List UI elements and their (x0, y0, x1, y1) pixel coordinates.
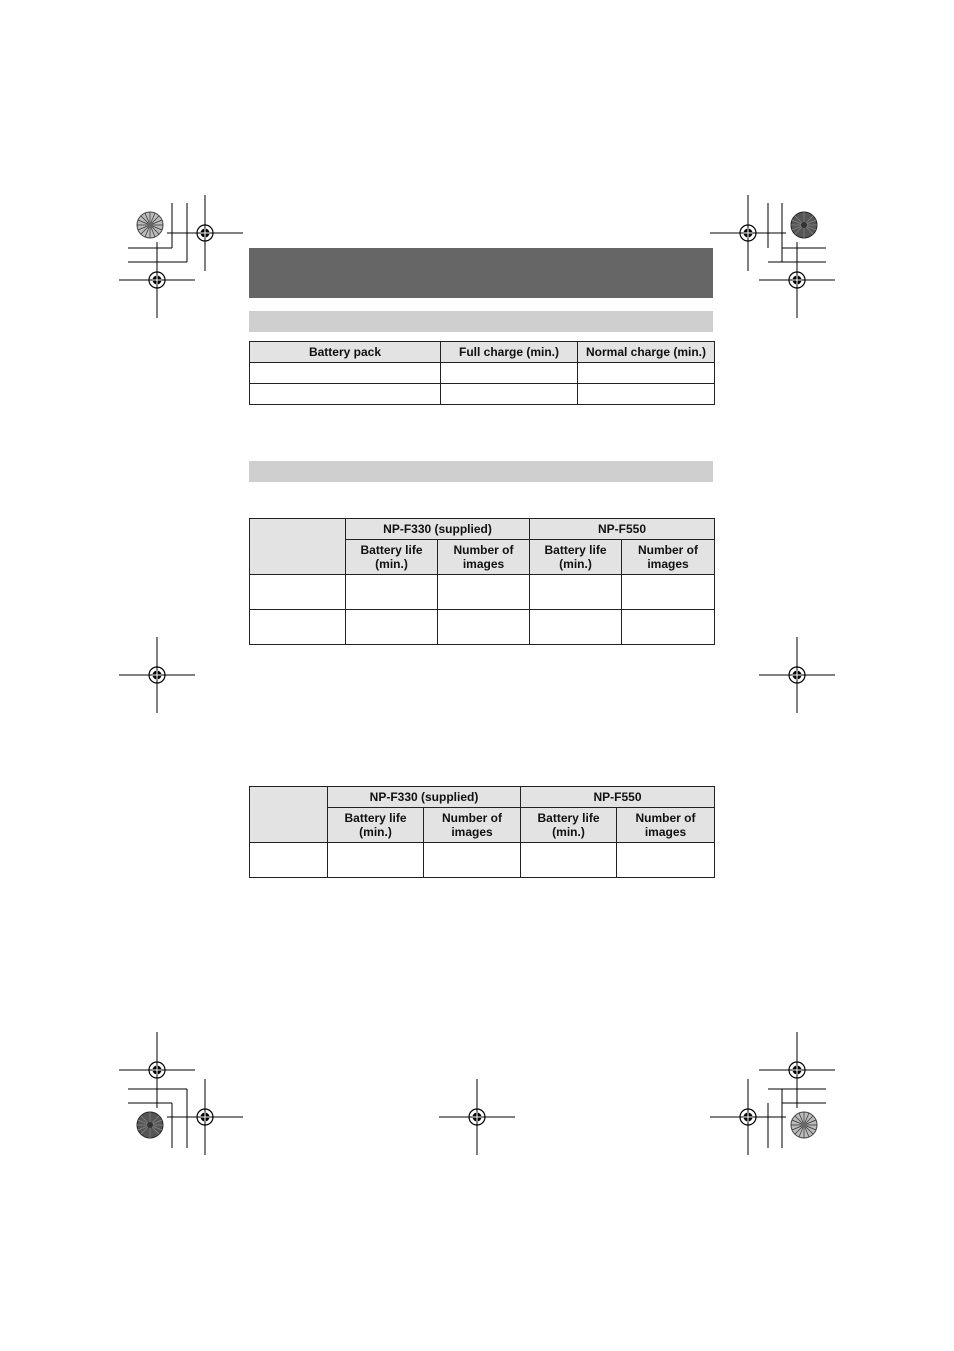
header-normal-charge: Normal charge (min.) (578, 342, 715, 363)
sub-header-battery-life: Battery life (min.) (328, 808, 424, 843)
header-full-charge: Full charge (min.) (441, 342, 578, 363)
sub-header-battery-life: Battery life (min.) (530, 540, 622, 575)
registration-mark (710, 195, 786, 271)
sub-header-battery-life: Battery life (min.) (521, 808, 617, 843)
registration-mark (759, 637, 835, 713)
star-target-mark (137, 212, 163, 238)
registration-mark (119, 1032, 195, 1108)
registration-mark (119, 242, 195, 318)
registration-mark (167, 1079, 243, 1155)
registration-mark (759, 1032, 835, 1108)
registration-mark (167, 195, 243, 271)
star-target-mark (137, 1112, 163, 1138)
sub-header-number-of-images: Number of images (622, 540, 715, 575)
group-header-np-f330: NP-F330 (supplied) (328, 787, 521, 808)
group-header-np-f550: NP-F550 (530, 519, 715, 540)
registration-mark (439, 1079, 515, 1155)
registration-mark (119, 637, 195, 713)
star-target-mark (791, 1112, 817, 1138)
star-target-mark (791, 212, 817, 238)
sub-header-number-of-images: Number of images (617, 808, 715, 843)
registration-mark (710, 1079, 786, 1155)
sub-header-number-of-images: Number of images (424, 808, 521, 843)
sub-header-battery-life: Battery life (min.) (346, 540, 438, 575)
registration-mark (759, 242, 835, 318)
header-battery-pack: Battery pack (250, 342, 441, 363)
group-header-np-f550: NP-F550 (521, 787, 715, 808)
group-header-np-f330: NP-F330 (supplied) (346, 519, 530, 540)
sub-header-number-of-images: Number of images (438, 540, 530, 575)
